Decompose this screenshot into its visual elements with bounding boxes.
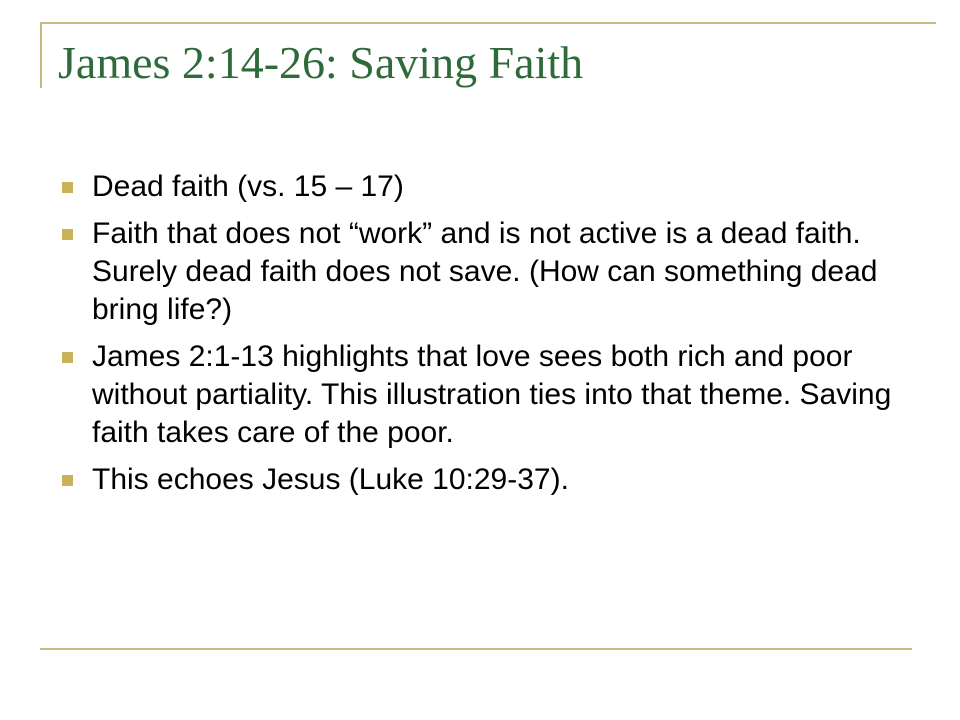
bullet-text: Dead faith (vs. 15 – 17) xyxy=(92,170,404,203)
square-bullet-icon xyxy=(62,475,73,486)
bullet-text: James 2:1-13 highlights that love sees both rich and poor without partiality. This illustration ties into that theme. Saving faith takes care of the poor. xyxy=(92,340,892,449)
bottom-rule xyxy=(40,648,912,650)
square-bullet-icon xyxy=(62,229,73,240)
bullet-list xyxy=(62,168,902,508)
bullet-item-faith-not-work xyxy=(62,215,902,329)
bullet-text: This echoes Jesus (Luke 10:29-37). xyxy=(92,463,569,496)
square-bullet-icon xyxy=(62,352,73,363)
left-rule xyxy=(40,22,42,88)
bullet-item-echoes-jesus xyxy=(62,461,902,499)
slide-title: James 2:14-26: Saving Faith xyxy=(58,37,584,88)
bullet-item-dead-faith xyxy=(62,168,902,206)
top-rule xyxy=(40,22,936,24)
bullet-item-james-partiality xyxy=(62,338,902,452)
square-bullet-icon xyxy=(62,182,73,193)
bullet-text: Faith that does not “work” and is not active is a dead faith. Surely dead faith does not save. (How can something dead bring life?) xyxy=(92,217,878,326)
